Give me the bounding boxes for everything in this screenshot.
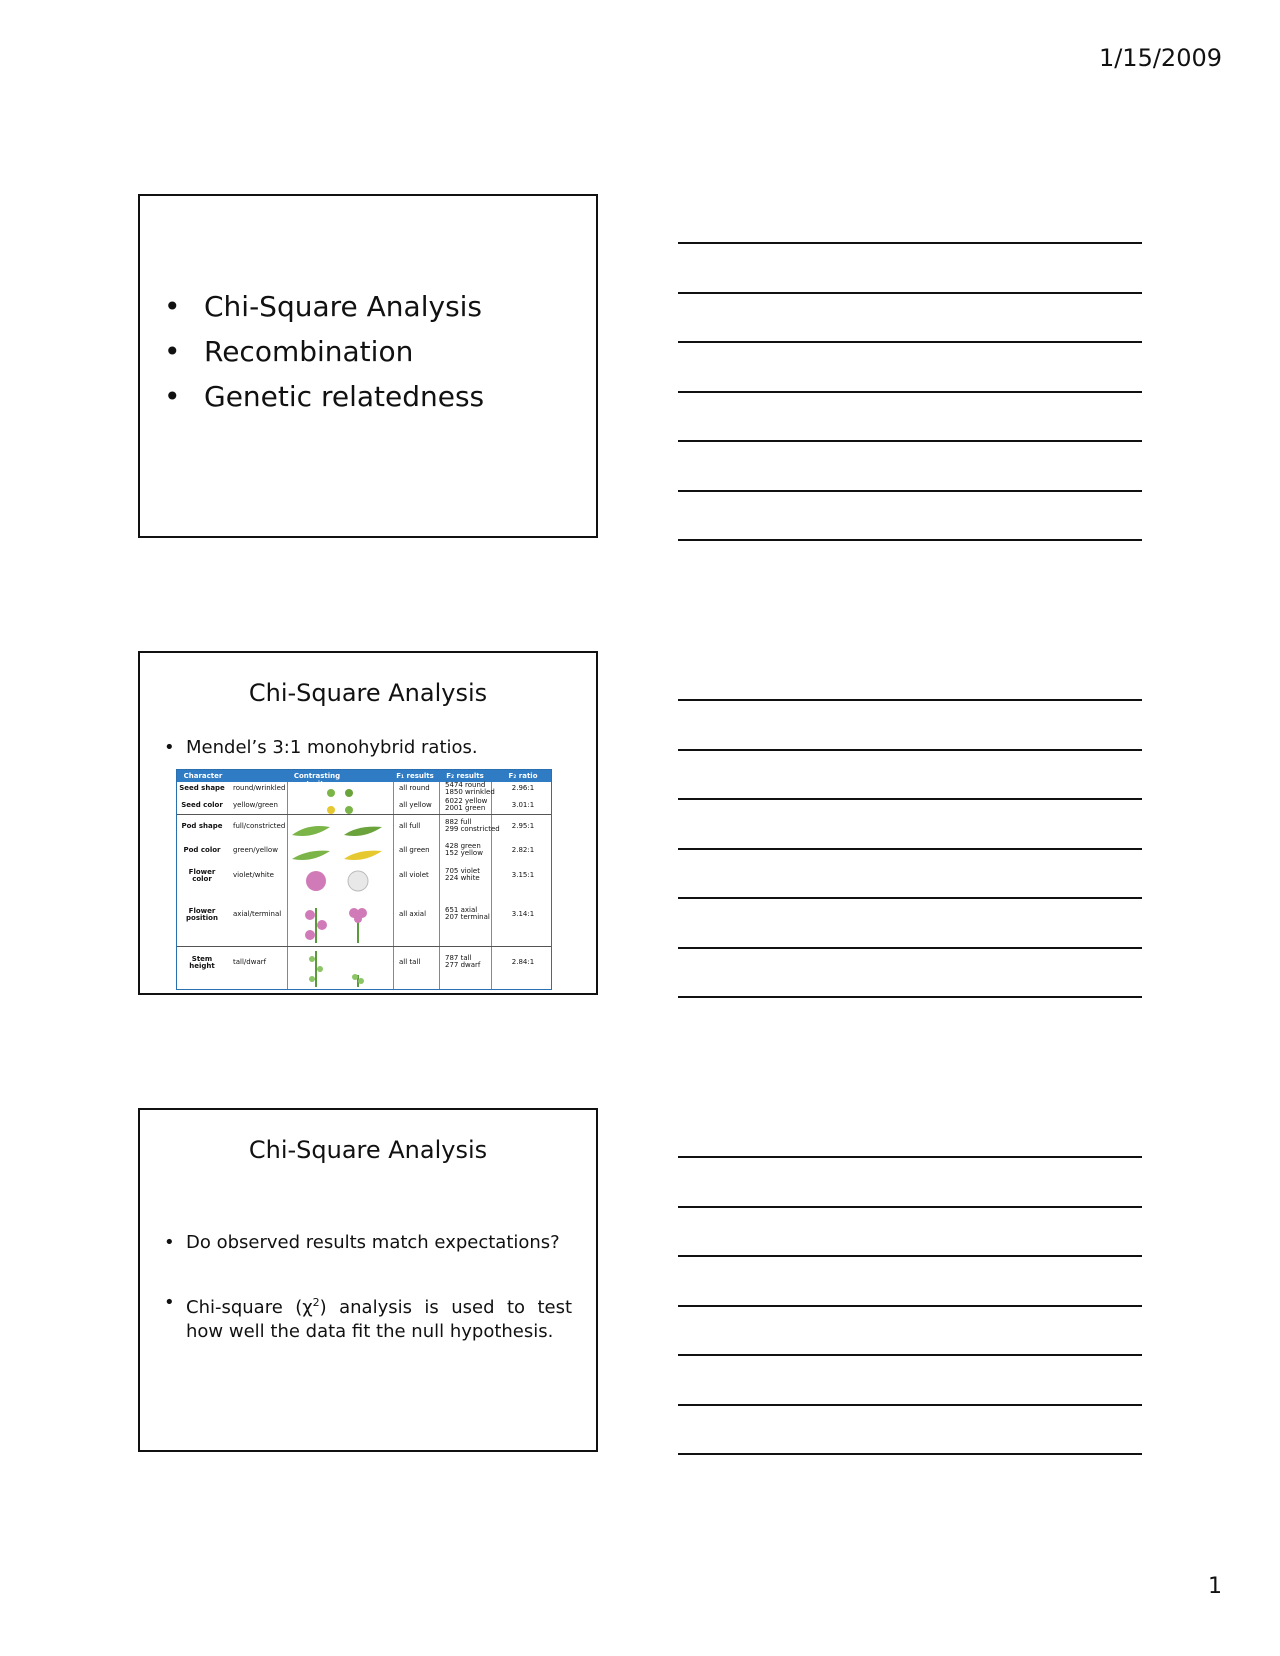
table-cell: tall/dwarf [233,958,267,966]
table-cell: Stem height [189,955,215,970]
table-cell: 2.82:1 [511,846,535,854]
table-cell: 787 tall [445,954,472,962]
full-pod-icon [292,826,330,836]
green-seed-icon [345,806,353,814]
table-cell: 651 axial [445,906,478,914]
table-cell: 2001 green [445,804,486,812]
table-cell: 3.14:1 [511,910,535,918]
violet-flower-icon [306,871,326,891]
table-cell: 2.95:1 [511,822,535,830]
table-cell: 1850 wrinkled [445,788,495,796]
yellow-seed-icon [327,806,335,814]
page-number: 1 [1208,1574,1222,1599]
date-stamp: 1/15/2009 [1098,44,1222,72]
bullet-glyph: • [164,335,181,368]
notes-lines-3 [678,1108,1142,1458]
table-cell: Seed color [181,801,223,809]
table-cell: all tall [399,958,421,966]
bullet-item: • Genetic relatedness [164,374,484,419]
slide-3-bullet-1: Do observed results match expectations? [186,1232,560,1253]
table-cell: 2.96:1 [511,784,535,792]
wrinkled-seed-icon [345,789,353,797]
notes-lines-2 [678,651,1142,1001]
tall-plant-icon [309,951,323,987]
bullet-glyph: • [164,290,181,323]
round-seed-icon [327,789,335,797]
table-cell: round/wrinkled [233,784,286,792]
table-cell: 224 white [445,874,480,882]
notes-lines-1 [678,194,1142,544]
terminal-flower-plant-icon [349,908,367,943]
table-cell: axial/terminal [233,910,282,918]
bullet-glyph: • [164,1232,175,1253]
table-cell: yellow/green [233,801,278,809]
table-cell: 5474 round [445,781,486,789]
table-cell: 882 full [445,818,472,826]
green-pod-icon [292,851,330,860]
table-cell: 705 violet [445,867,480,875]
table-cell: all green [399,846,430,854]
bullet-glyph: • [164,1292,175,1313]
table-cell: 299 constricted [445,825,500,833]
slide-title: Chi-Square Analysis [248,679,488,707]
axial-flower-plant-icon [305,908,327,943]
white-flower-icon [348,871,368,891]
table-cell: Seed shape [179,784,225,792]
mendel-table [176,769,552,990]
bullet-glyph: • [164,737,175,758]
slide-2-bullet: Mendel’s 3:1 monohybrid ratios. [186,737,478,758]
table-cell: full/constricted [233,822,286,830]
yellow-pod-icon [344,851,382,860]
table-cell: Flower color [188,868,216,883]
table-cell: violet/white [233,871,274,879]
table-cell: all round [399,784,430,792]
slide-1-bullet-list [164,284,484,419]
table-cell: 428 green [445,842,481,850]
table-cell: 3.15:1 [511,871,535,879]
table-cell: all violet [399,871,429,879]
table-cell: 2.84:1 [511,958,535,966]
table-cell: green/yellow [233,846,278,854]
table-cell: all full [399,822,421,830]
bullet-item: • Recombination [164,329,484,374]
table-cell: Flower position [186,907,218,922]
slide-2 [138,651,598,995]
table-cell: 3.01:1 [511,801,535,809]
slide-3-bullet-2: Chi-square $(\chi^2)$ analysis is used to test how well the data fit the null hypothesis. [186,1296,573,1342]
table-cell: Pod color [183,846,221,854]
table-cell: 207 terminal [445,913,490,921]
table-cell: 152 yellow [445,849,483,857]
constricted-pod-icon [344,827,382,836]
table-cell: Pod shape [181,822,223,830]
dwarf-plant-icon [352,974,364,987]
bullet-glyph: • [164,380,181,413]
slide-title: Chi-Square Analysis [248,1136,488,1164]
pea-illustrations [288,783,392,990]
table-cell: 6022 yellow [445,797,488,805]
table-cell: all axial [399,910,427,918]
table-cell: all yellow [399,801,432,809]
table-header-row: Character Contrasting traits F₁ results F₂ results F₂ ratio [177,770,551,782]
bullet-item: • Chi-Square Analysis [164,284,484,329]
slide-3 [138,1108,598,1452]
table-cell: 277 dwarf [445,961,481,969]
slide-1 [138,194,598,538]
